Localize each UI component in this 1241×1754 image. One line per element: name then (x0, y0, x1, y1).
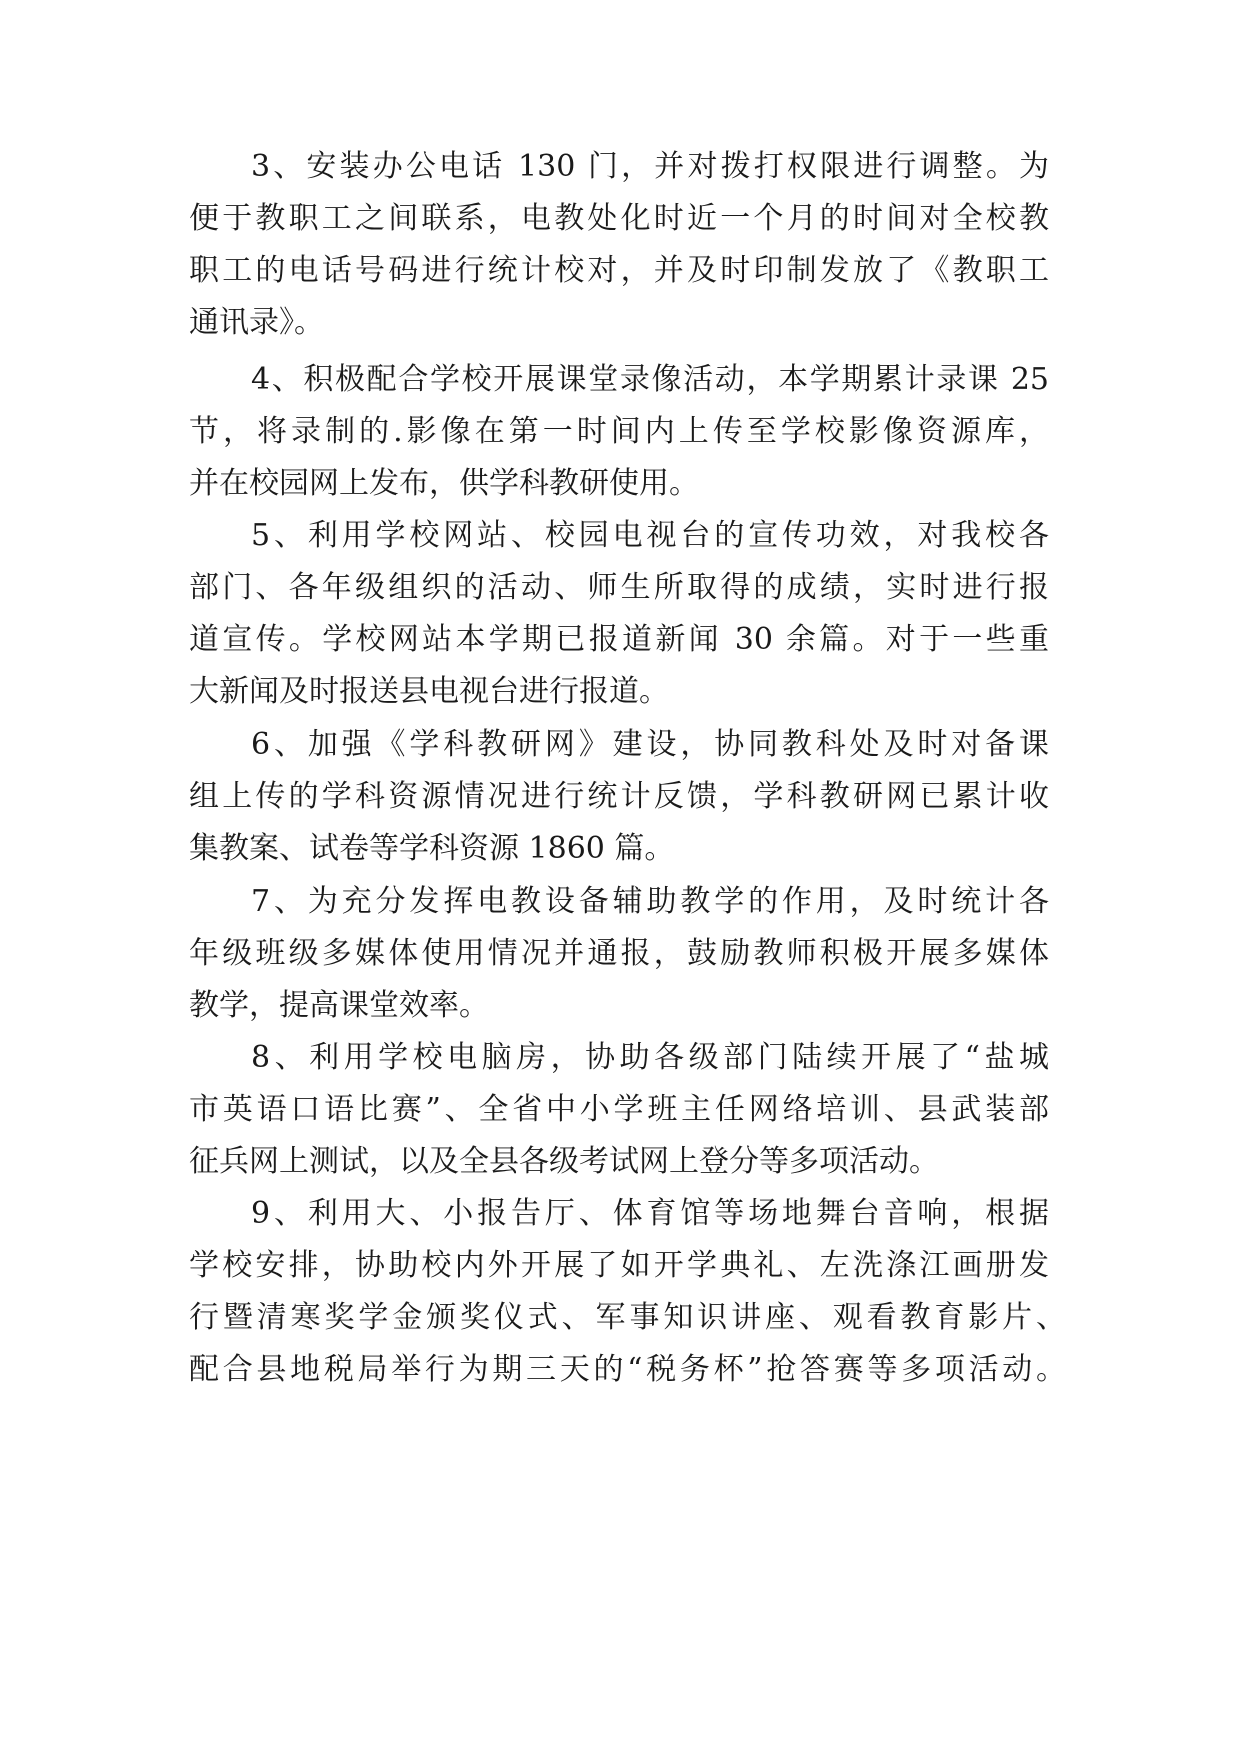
text-line: 市英语口语比赛”、全省中小学班主任网络培训、县武装部 (189, 1092, 1049, 1127)
text-line: 9、利用大、小报告厅、体育馆等场地舞台音响，根据 (251, 1196, 1049, 1231)
paragraph-6-line-2 (0, 772, 1241, 822)
text-line: 4、积极配合学校开展课堂录像活动，本学期累计录课 25 (251, 362, 1049, 397)
text-line: 行暨清寒奖学金颁奖仪式、军事知识讲座、观看教育影片、 (189, 1300, 1066, 1335)
text-line: 组上传的学科资源情况进行统计反馈，学科教研网已累计收 (189, 779, 1049, 814)
paragraph-8-line-2 (0, 1085, 1241, 1135)
paragraph-7-line-2 (0, 929, 1241, 979)
paragraph-4-line-2 (0, 407, 1241, 457)
text-line: 教学，提高课堂效率。 (189, 988, 489, 1023)
text-line: 节，将录制的.影像在第一时间内上传至学校影像资源库， (189, 414, 1049, 449)
text-line: 年级班级多媒体使用情况并通报，鼓励教师积极开展多媒体 (189, 936, 1049, 971)
paragraph-5-line-3 (0, 615, 1241, 665)
text-line: 8、利用学校电脑房，协助各级部门陆续开展了“盐城 (251, 1040, 1049, 1075)
paragraph-3-line-3 (0, 246, 1241, 296)
paragraph-8-line-1 (0, 1033, 1241, 1083)
paragraph-9-line-3 (0, 1293, 1241, 1343)
paragraph-5-line-1 (0, 511, 1241, 561)
text-line: 7、为充分发挥电教设备辅助教学的作用，及时统计各 (251, 884, 1049, 919)
paragraph-4-line-1 (0, 355, 1241, 405)
paragraph-6-line-3 (0, 824, 1241, 874)
paragraph-6-line-1 (0, 720, 1241, 770)
text-line: 学校安排，协助校内外开展了如开学典礼、左洗涤江画册发 (189, 1248, 1049, 1283)
text-line: 部门、各年级组织的活动、师生所取得的成绩，实时进行报 (189, 570, 1049, 605)
text-line: 便于教职工之间联系，电教处化时近一个月的时间对全校教 (189, 201, 1049, 236)
text-line: 6、加强《学科教研网》建设，协同教科处及时对备课 (251, 727, 1049, 762)
paragraph-9-line-1 (0, 1189, 1241, 1239)
paragraph-7-line-1 (0, 877, 1241, 927)
paragraph-9-line-4 (0, 1345, 1241, 1395)
paragraph-4-line-3 (0, 459, 1241, 509)
text-line: 并在校园网上发布，供学科教研使用。 (189, 466, 699, 501)
paragraph-3-line-1 (0, 142, 1241, 192)
text-line: 征兵网上测试，以及全县各级考试网上登分等多项活动。 (189, 1144, 939, 1179)
text-line: 配合县地税局举行为期三天的“税务杯”抢答赛等多项活动。 (189, 1352, 1066, 1387)
text-line: 道宣传。学校网站本学期已报道新闻 30 余篇。对于一些重 (189, 622, 1049, 657)
text-line: 大新闻及时报送县电视台进行报道。 (189, 674, 669, 709)
text-line: 集教案、试卷等学科资源 1860 篇。 (189, 831, 675, 866)
paragraph-5-line-2 (0, 563, 1241, 613)
paragraph-5-line-4 (0, 667, 1241, 717)
paragraph-9-line-2 (0, 1241, 1241, 1291)
text-line: 职工的电话号码进行统计校对，并及时印制发放了《教职工 (189, 253, 1049, 288)
paragraph-8-line-3 (0, 1137, 1241, 1187)
paragraph-3-line-2 (0, 194, 1241, 244)
paragraph-3-line-4 (0, 298, 1241, 348)
text-line: 通讯录》。 (189, 305, 324, 340)
text-line: 3、安装办公电话 130 门，并对拨打权限进行调整。为 (251, 149, 1049, 184)
text-line: 5、利用学校网站、校园电视台的宣传功效，对我校各 (251, 518, 1049, 553)
paragraph-7-line-3 (0, 981, 1241, 1031)
